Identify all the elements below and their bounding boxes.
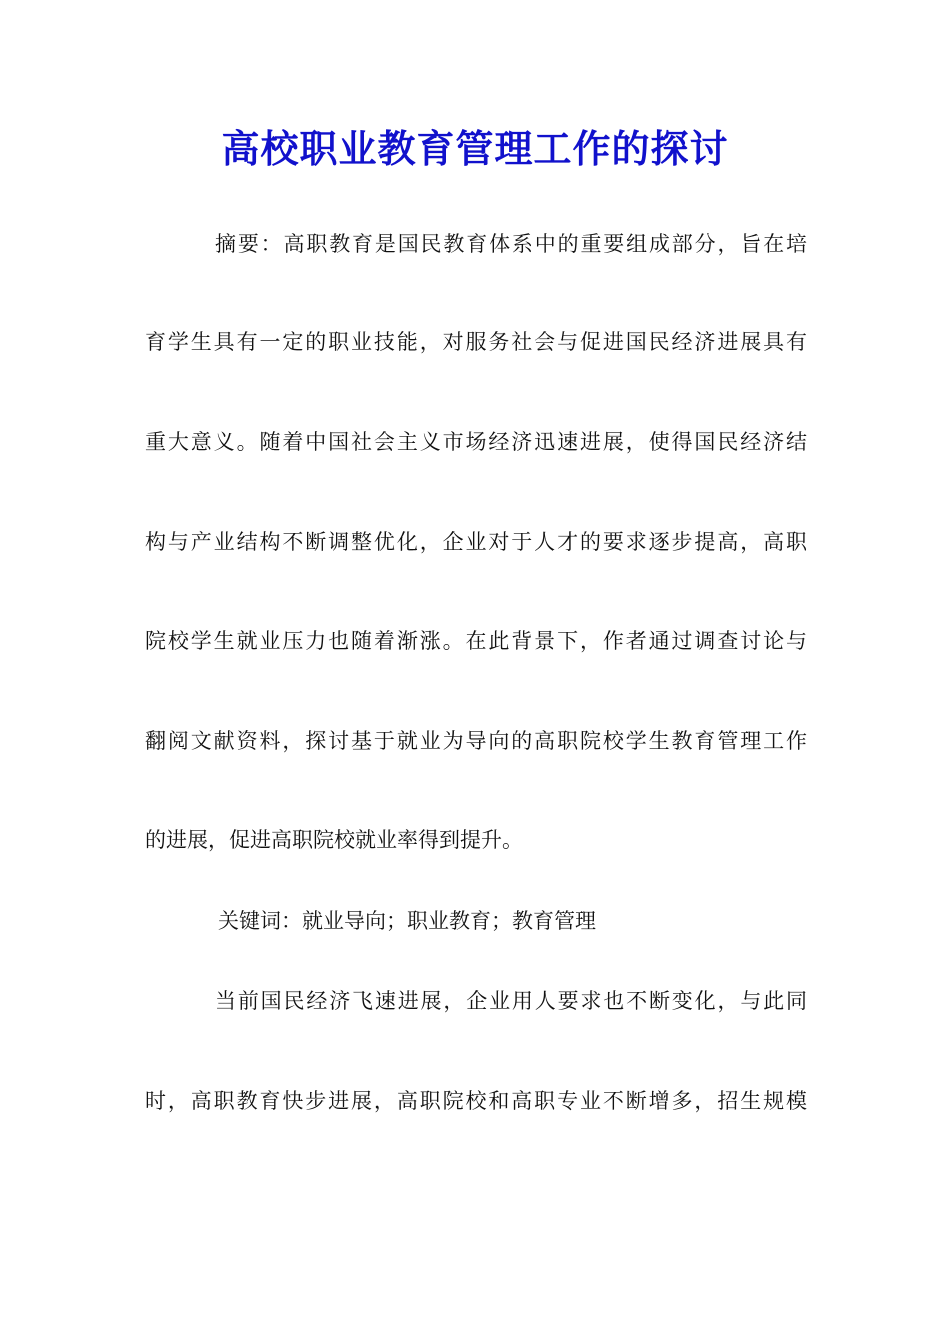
abstract-line: 重大意义。随着中国社会主义市场经济迅速进展，使得国民经济结 [145, 430, 807, 454]
document-title: 高校职业教育管理工作的探讨 [221, 126, 729, 171]
abstract-line: 构与产业结构不断调整优化，企业对于人才的要求逐步提高，高职 [145, 530, 807, 554]
abstract-line: 摘要：高职教育是国民教育体系中的重要组成部分，旨在培 [215, 232, 807, 256]
abstract-line: 翻阅文献资料，探讨基于就业为导向的高职院校学生教育管理工作 [145, 729, 807, 753]
body-line: 时，高职教育快步进展，高职院校和高职专业不断增多，招生规模 [145, 1089, 807, 1113]
body-line: 当前国民经济飞速进展，企业用人要求也不断变化，与此同 [215, 989, 807, 1013]
abstract-line: 的进展，促进高职院校就业率得到提升。 [145, 828, 523, 852]
keywords-line: 关键词：就业导向；职业教育；教育管理 [218, 909, 596, 933]
abstract-line: 院校学生就业压力也随着渐涨。在此背景下，作者通过调查讨论与 [145, 629, 807, 653]
abstract-line: 育学生具有一定的职业技能，对服务社会与促进国民经济进展具有 [145, 330, 807, 354]
